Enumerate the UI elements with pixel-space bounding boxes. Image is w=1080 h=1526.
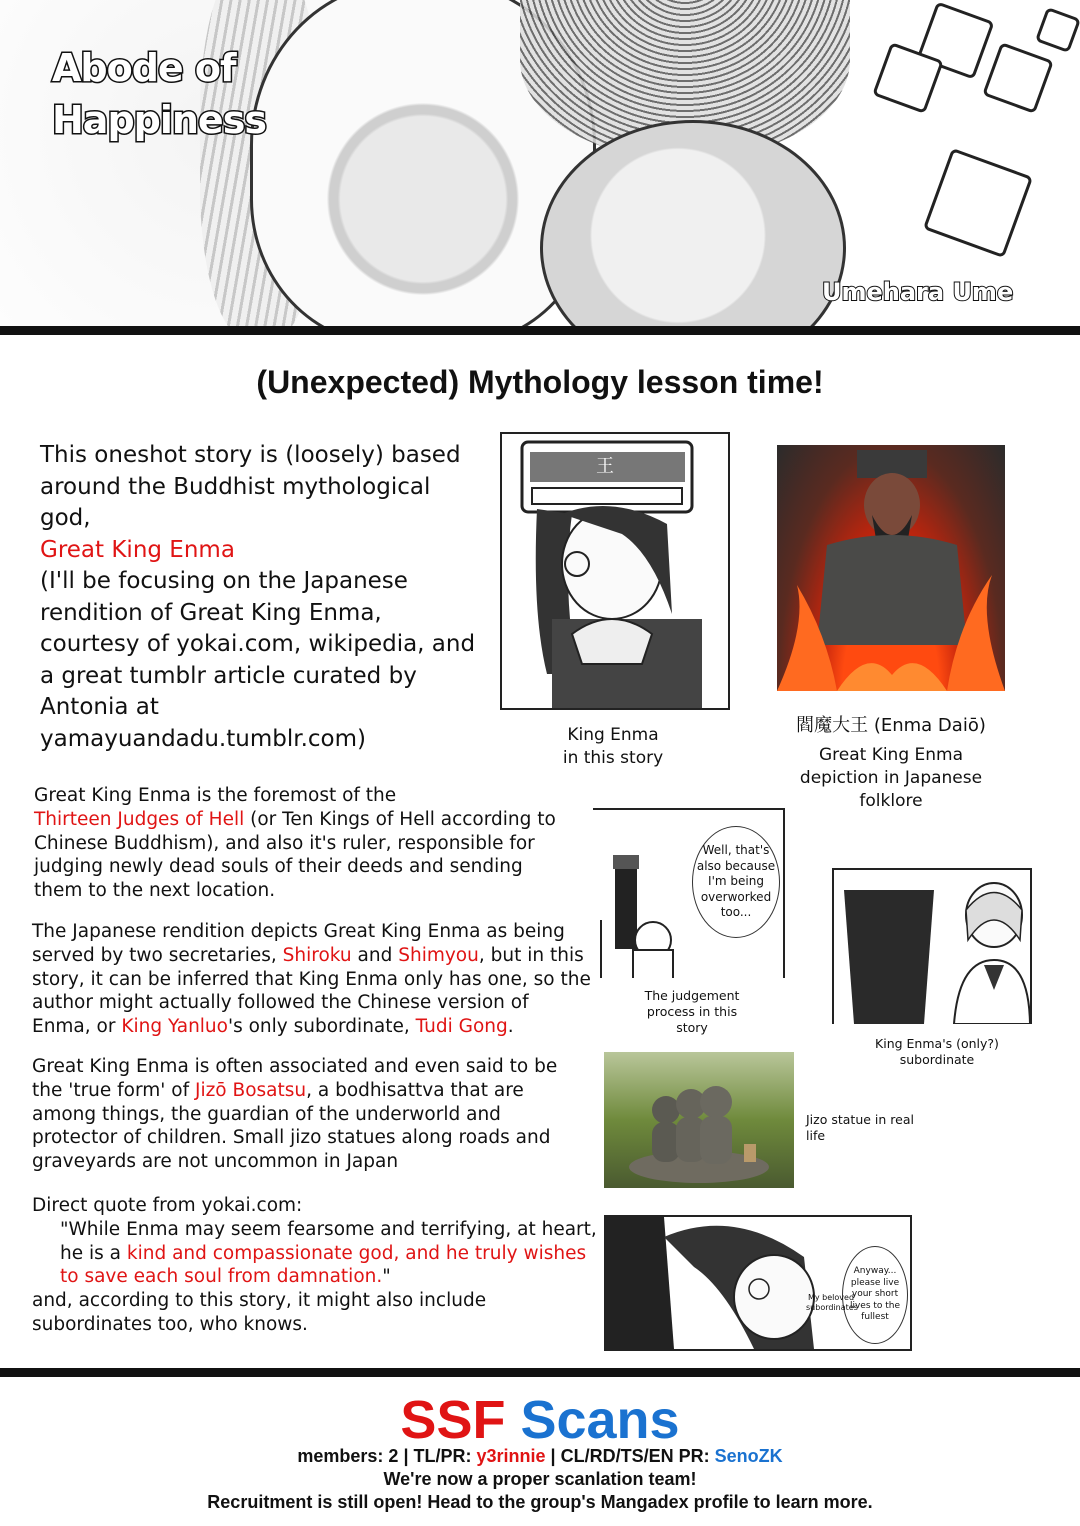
speech-bubble-anyway: Anyway... please live your short lives to the fullest [842, 1246, 908, 1344]
author-name: Umehara Ume [822, 278, 1014, 306]
paragraph-judges [34, 784, 574, 903]
quote-block [32, 1218, 600, 1289]
divider-bottom [0, 1368, 1080, 1377]
manga-title-line2: Happiness [52, 98, 266, 142]
p2-text-2: , but in this story, it can be inferred that King Enma only has one, so the author might actually followed the Chinese version of Enma, or [32, 944, 591, 1038]
team-announcement: We're now a proper scanlation team! [383, 1469, 697, 1489]
intro-highlight: Great King Enma [40, 536, 235, 563]
quote-end: " [382, 1266, 391, 1288]
cl-label: CL/RD/TS/EN PR: [560, 1446, 710, 1466]
paragraph-jizo [32, 1055, 592, 1174]
subordinate-panel [832, 868, 1032, 1024]
p1-text-2: (or Ten Kings of Hell according to Chinese Buddhism), and also it's ruler, responsible for judging newly dead souls of their deeds and sending them to the next location. [34, 808, 556, 902]
intro-text: This oneshot story is (loosely) based around the Buddhist mythological god, [40, 442, 461, 531]
king-enma-illustration [502, 434, 728, 708]
tl-name: y3rinnie [476, 1446, 546, 1466]
tl-label: TL/PR: [413, 1446, 472, 1466]
caption-subordinate: King Enma's (only?) subordinate [875, 1036, 999, 1067]
members-label: members [297, 1446, 378, 1466]
enma-figure [777, 445, 1005, 691]
caption-enma-daio: 閻魔大王 (Enma Daiō) [796, 715, 986, 736]
p1-text: Great King Enma is the foremost of the [34, 785, 397, 806]
recruitment-notice: Recruitment is still open! Head to the group's Mangadex profile to learn more. [207, 1492, 873, 1512]
p3-highlight: Jizō Bosatsu [195, 1079, 307, 1101]
p2-king-yanluo: King Yanluo [121, 1016, 228, 1038]
p2-text-3: 's only subordinate, [227, 1016, 410, 1038]
king-enma-panel [500, 432, 730, 710]
speech-bubble-overworked: Well, that's also because I'm being overworked too... [692, 826, 780, 938]
p3-text: Great King Enma is often associated and even said to be the 'true form' of [32, 1056, 558, 1101]
brand-scans: Scans [520, 1390, 680, 1450]
quote-outro: and, according to this story, it might also include subordinates too, who knows. [32, 1290, 487, 1335]
caption-judgement: The judgement process in this story [644, 988, 740, 1035]
lesson-title: (Unexpected) Mythology lesson time! [256, 364, 824, 400]
paragraph-secretaries [32, 920, 592, 1039]
quote-highlight: kind and compassionate god, and he truly wishes to save each soul from damnation. [60, 1242, 587, 1288]
p1-highlight: Thirteen Judges of Hell [34, 808, 245, 830]
caption-jizo: Jizo statue in real life [806, 1112, 914, 1143]
hexagon-shape [1035, 7, 1080, 53]
brand-logo [0, 1390, 1080, 1450]
credits-line: members: 2 | TL/PR: y3rinnie | CL/RD/TS/EN PR: SenoZK [297, 1446, 783, 1466]
brand-ssf: SSF [400, 1390, 506, 1450]
p2-and: and [357, 944, 393, 966]
p2-end: . [507, 1016, 514, 1038]
p2-tudi-gong: Tudi Gong [415, 1016, 508, 1038]
manga-title-line1: Abode of [52, 46, 236, 90]
enma-folklore-painting [777, 445, 1005, 691]
manga-title [52, 42, 266, 146]
svg-text:王: 王 [596, 456, 614, 477]
caption-king-enma-story: King Enma in this story [562, 725, 664, 768]
hexagon-shape [923, 148, 1033, 258]
p2-text: The Japanese rendition depicts Great King Enma as being served by two secretaries, [32, 921, 565, 966]
p2-shiroku: Shiroku [282, 944, 352, 966]
speech-text-beloved: My beloved subordinates [806, 1293, 858, 1312]
quote-intro: Direct quote from yokai.com: [32, 1195, 303, 1216]
paragraph-quote [32, 1194, 600, 1337]
divider-top [0, 326, 1080, 335]
subordinate-illustration [834, 870, 1030, 1024]
members-count: 2 [388, 1446, 399, 1466]
quote-text: "While Enma may seem fearsome and terrifying, at heart, he is a [60, 1218, 597, 1264]
caption-enma-folklore: Great King Enma depiction in Japanese folklore [799, 745, 983, 811]
p3-text-2: , a bodhisattva that are among things, the guardian of the underworld and protector of children. Small jizo statues along roads and graveyards are not uncommon in Japan [32, 1079, 551, 1173]
jizo-photo [604, 1052, 794, 1188]
jizo-statues [604, 1052, 794, 1188]
p2-shimyou: Shimyou [398, 944, 479, 966]
cl-name: SenoZK [714, 1446, 783, 1466]
intro-text-2: (I'll be focusing on the Japanese rendition of Great King Enma, courtesy of yokai.com, wikipedia, and a great tumblr article curated by Antonia at yamayuandadu.tumblr.com) [40, 568, 476, 752]
hexagon-shape [982, 42, 1054, 114]
intro-paragraph [40, 440, 480, 755]
